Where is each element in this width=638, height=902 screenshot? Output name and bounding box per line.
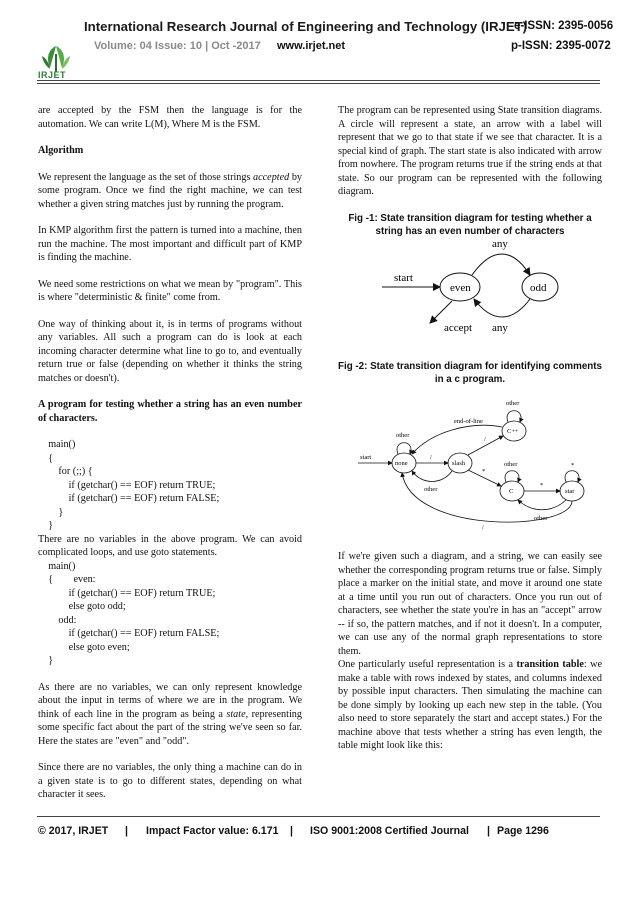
text-run: One particularly useful representation is a bbox=[338, 659, 517, 670]
figure-1-diagram bbox=[362, 235, 582, 335]
footer-separator: | bbox=[125, 825, 128, 837]
paragraph: If we're given such a diagram, and a string, we can easily see whether the corresponding program returns true or false. Simply place a marker on the initial state, and move it around one state at a time until you run out of characters. Once you run out of characters, see whether the state you're in has an "accept" arrow -- if so, the pattern matches, and if not it doesn't. In a computer, we can use any of the normal graph representations to store them. bbox=[338, 551, 602, 657]
fig1-label-any-top: any bbox=[492, 238, 508, 250]
text-run: We represent the language as the set of those strings bbox=[38, 171, 254, 183]
paragraph: One way of thinking about it, is in terms of programs without any variables. All such a program can do is look at each incoming character determine what line to go to, and eventually return true or false (depending on whether it thinks the string matches or doesn't). bbox=[38, 318, 302, 384]
fig1-label-even: even bbox=[450, 282, 471, 294]
transition-even-odd bbox=[472, 254, 530, 275]
fig2-label-end-of-line: end-of-line bbox=[454, 418, 483, 425]
code-block: main() { for (;;) { if (getchar() == EOF) return TRUE; if (getchar() == EOF) return FALSE; } } bbox=[48, 439, 220, 531]
caption-text: : State transition diagram for identifying comments in a c program. bbox=[364, 361, 603, 385]
fig2-label-ast-3: * bbox=[571, 462, 575, 469]
fig2-label-other-cpp: other bbox=[506, 400, 520, 407]
text-run: , representing some specific fact about the part of the string we've seen so far. Here the states are "even" and "odd". bbox=[38, 708, 302, 747]
fig2-label-c: C bbox=[509, 488, 514, 495]
left-column bbox=[38, 104, 302, 802]
text-run: by some program. Once we find the right machine, we can test whether a given string matches just by running the program. bbox=[38, 171, 303, 210]
footer-page-number: Page 1296 bbox=[497, 825, 549, 837]
fig2-label-ast-2: * bbox=[540, 482, 544, 489]
paragraph: There are no variables in the above program. We can avoid complicated loops, and use goto statements. bbox=[38, 533, 302, 558]
fig1-label-any-bottom: any bbox=[492, 322, 508, 334]
loop-c bbox=[505, 471, 519, 482]
fig2-label-cpp: C++ bbox=[507, 428, 519, 435]
footer-impact-factor: Impact Factor value: 6.171 bbox=[146, 825, 279, 837]
fig2-label-slash: slash bbox=[452, 460, 465, 467]
paragraph: The program can be represented using State transition diagrams. A circle will represent a state, an arrow with a label will represent that we go to that state if we see that character. It is a special kind of graph. The start state is also indicated with arrow from nowhere. The program returns true if the string ends at that state. So our program can be represented with the following diagram. bbox=[338, 105, 602, 197]
header-rule-2 bbox=[37, 83, 600, 84]
figure-2-diagram bbox=[352, 395, 592, 535]
paragraph: are accepted by the FSM then the language is for the automation. We can write L(M), Where M is the FSM. bbox=[38, 105, 302, 130]
fig2-label-slash-1: / bbox=[430, 454, 432, 461]
paragraph: We need some restrictions on what we mean by "program". This is where "deterministic & finite" come from. bbox=[38, 278, 302, 303]
figure-caption bbox=[338, 360, 602, 386]
fig2-label-other-none: other bbox=[396, 432, 410, 439]
paragraph bbox=[38, 171, 302, 212]
journal-title: International Research Journal of Engineering and Technology (IRJET) bbox=[84, 19, 528, 34]
text-run: state bbox=[226, 708, 246, 720]
fig1-label-start: start bbox=[394, 272, 413, 284]
fig2-label-star: star bbox=[565, 488, 575, 495]
fig1-label-accept: accept bbox=[444, 322, 473, 334]
loop-none bbox=[397, 443, 411, 454]
footer-copyright: © 2017, IRJET bbox=[38, 825, 109, 837]
heading-text: A program for testing whether a string has an even number of characters. bbox=[38, 399, 302, 424]
pissn: p-ISSN: 2395-0072 bbox=[511, 40, 611, 52]
transition-cpp-none bbox=[412, 425, 502, 454]
text-run: accepted bbox=[253, 171, 290, 183]
fig2-label-none: none bbox=[395, 460, 408, 467]
header-rule bbox=[37, 80, 600, 81]
eissn: e-ISSN: 2395-0056 bbox=[514, 20, 614, 32]
footer-separator: | bbox=[290, 825, 293, 837]
footer-rule bbox=[37, 816, 600, 817]
paragraph: In KMP algorithm first the pattern is turned into a machine, then run the machine. The most important and difficult part of KMP is finding the machine. bbox=[38, 225, 302, 263]
section-heading bbox=[38, 144, 302, 158]
text-run: : we make a table with rows indexed by states, and columns indexed by possible input characters. Then simulating the machine can be done simply by looking up each new step in the table. (You also need to store separately the start and accept states.) For the machine above that tests whether a string has even length, the table might look like this: bbox=[338, 659, 602, 751]
volume-info: Volume: 04 Issue: 10 | Oct -2017 bbox=[94, 40, 261, 52]
paragraph bbox=[38, 681, 302, 749]
fig2-label-slash-3: / bbox=[482, 524, 484, 531]
right-column bbox=[338, 104, 602, 238]
footer-iso: ISO 9001:2008 Certified Journal bbox=[310, 825, 469, 837]
section-heading bbox=[38, 398, 302, 425]
right-column-lower bbox=[338, 550, 602, 753]
fig1-label-odd: odd bbox=[530, 282, 547, 294]
figure-caption bbox=[338, 212, 602, 238]
fig2-label-other-star: other bbox=[534, 515, 548, 522]
fig2-label-other-below: other bbox=[424, 486, 438, 493]
footer-separator: | bbox=[487, 825, 490, 837]
transition-slash-none bbox=[412, 471, 452, 482]
transition-star-c bbox=[518, 500, 566, 510]
website-link[interactable]: www.irjet.net bbox=[277, 40, 346, 52]
paragraph: Since there are no variables, the only thing a machine can do in a given state is to go to different states, depending on what character it sees. bbox=[38, 762, 302, 800]
loop-cpp bbox=[507, 411, 521, 422]
fig2-label-ast-1: * bbox=[482, 468, 486, 475]
paragraph bbox=[338, 658, 602, 753]
loop-star bbox=[565, 471, 579, 482]
caption-label: Fig -2 bbox=[338, 361, 365, 372]
accept-arrow bbox=[430, 301, 452, 323]
logo-text: IRJET bbox=[38, 70, 67, 80]
caption-text: : State transition diagram for testing whether a string has an even number of characters bbox=[374, 212, 592, 237]
transition-odd-even bbox=[474, 299, 530, 317]
heading-text: Algorithm bbox=[38, 145, 84, 156]
text-run: transition table bbox=[516, 659, 584, 670]
caption-label: Fig -1 bbox=[348, 212, 375, 224]
text-run: As there are no variables, we can only represent knowledge about the input in terms of where we are in the program. We think of each line in the program as being a bbox=[38, 681, 302, 720]
fig2-label-slash-2: / bbox=[484, 436, 486, 443]
code-block: main() { even: if (getchar() == EOF) return TRUE; else goto odd; odd: if (getchar() == EOF) return FALSE; else goto even; } bbox=[48, 560, 220, 666]
fig2-label-start: start bbox=[360, 454, 372, 461]
fig2-label-other-c: other bbox=[504, 461, 518, 468]
